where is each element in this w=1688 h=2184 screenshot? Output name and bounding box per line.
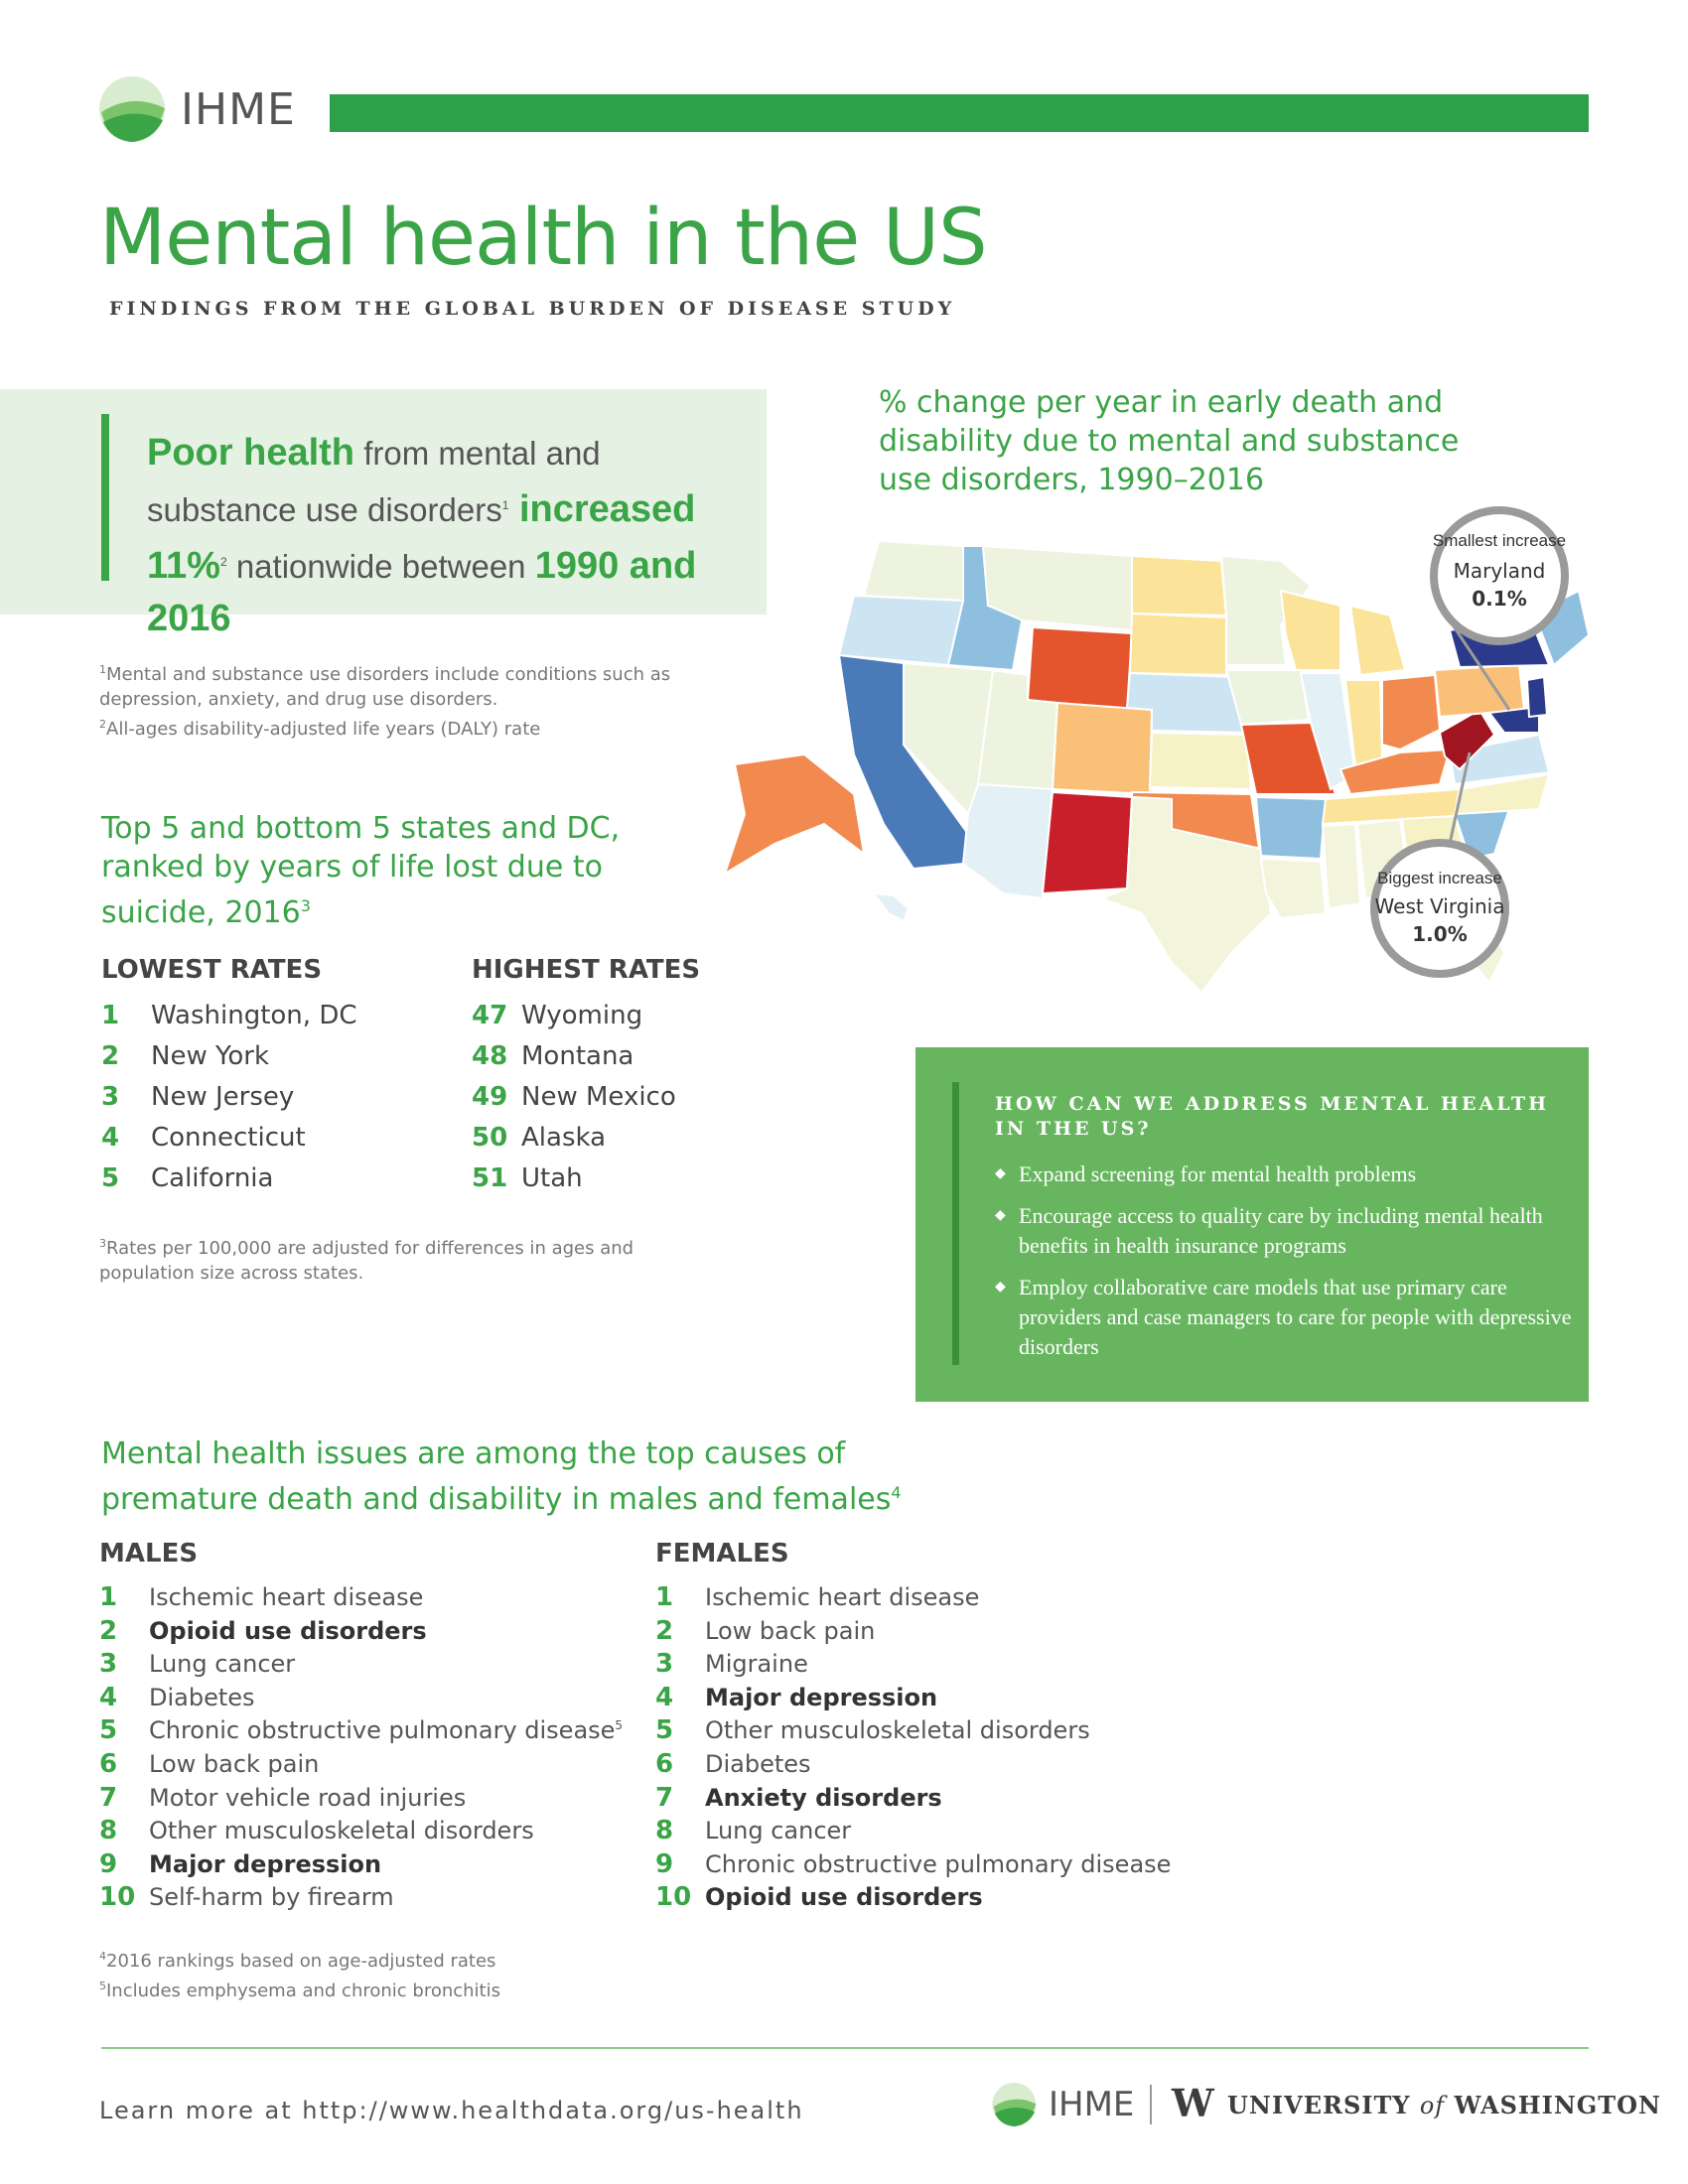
finding-highlight-poor-health: Poor health [147,432,355,474]
uw-wordmark [1227,2091,1661,2119]
cause-name: Opioid use disorders [149,1616,427,1645]
footer-logos [991,2079,1661,2134]
biggest-state: West Virginia [1374,894,1505,918]
cause-name: Major depression [705,1683,938,1711]
state-hawaii [874,893,909,921]
list-item [655,1783,1171,1817]
list-item [99,1616,623,1650]
list-item [99,1582,623,1616]
ihme-wordmark: IHME [1049,2085,1135,2124]
rank-number: 1 [101,1001,120,1030]
finding-highlight-years: 1990 and 2016 [147,545,697,639]
rank-number: 51 [472,1163,508,1193]
rank-number: 2 [101,1041,120,1071]
rank-number: 4 [99,1682,118,1712]
footnote-number: 1 [99,663,106,676]
smallest-label: Smallest increase [1432,531,1567,550]
causes-title [101,1434,995,1519]
females-heading: FEMALES [655,1539,789,1569]
cause-name: Major depression [149,1849,382,1878]
header-bar [330,94,1589,132]
footnote-ref: 4 [891,1483,902,1502]
state-ohio [1382,675,1440,750]
list-item [993,1160,1579,1189]
list-item [101,1163,357,1204]
footnote-text: 2016 rankings based on age-adjusted rates [106,1951,496,1972]
list-item-text: Encourage access to quality care by including mental health benefits in health insurance programs [1019,1203,1543,1258]
cause-name: Motor vehicle road injuries [149,1783,467,1812]
list-item [993,1273,1579,1362]
state-name: New York [151,1041,270,1071]
state-name: California [151,1163,274,1193]
footnote-text: Rates per 100,000 are adjusted for differences in ages and population size across states. [99,1238,634,1284]
footnote-3 [99,1231,655,1286]
page-subtitle: FINDINGS FROM THE GLOBAL BURDEN OF DISEASE STUDY [109,298,956,320]
list-item [99,1882,623,1916]
list-item [99,1783,623,1817]
state-washington [864,541,963,601]
ihme-leaf-icon [97,74,169,144]
list-item [655,1882,1171,1916]
diamond-bullet-icon: ◆ [995,1208,1006,1223]
ihme-leaf-icon [991,2081,1039,2128]
address-heading: HOW CAN WE ADDRESS MENTAL HEALTH IN THE US? [995,1093,1550,1140]
state-new-mexico [1043,792,1132,893]
cause-name: Self-harm by firearm [149,1883,394,1912]
uw-text-part: WASHINGTON [1445,2091,1661,2119]
rank-number: 2 [99,1615,118,1646]
state-name: Montana [521,1041,634,1071]
rank-number: 5 [101,1163,120,1193]
address-accent-bar [952,1082,959,1365]
list-item [472,1123,676,1163]
list-item [655,1849,1171,1883]
state-name: New Jersey [151,1082,295,1112]
list-item [655,1683,1171,1716]
cause-name: Opioid use disorders [705,1883,983,1912]
list-item [655,1816,1171,1849]
finding-text-part: from mental and substance use disorders [147,435,601,528]
list-item [101,1001,357,1041]
list-item [655,1582,1171,1616]
state-mississippi [1323,824,1360,908]
males-heading: MALES [99,1539,199,1569]
list-item [99,1649,623,1683]
lowest-rates-list [101,1001,357,1204]
state-north-dakota [1132,556,1226,615]
males-causes-list [99,1582,623,1916]
biggest-value: 1.0% [1412,922,1468,946]
state-name: Connecticut [151,1123,306,1153]
rank-number: 4 [655,1682,674,1712]
cause-name: Ischemic heart disease [149,1583,424,1611]
cause-name: Diabetes [149,1683,255,1711]
address-list [993,1160,1579,1374]
state-arkansas [1256,797,1326,859]
map-title: % change per year in early death and disability due to mental and substance use disorders, 1990–2016 [879,385,1460,497]
suicide-ranking-title [101,809,657,932]
rank-number: 1 [655,1582,674,1612]
cause-name: Lung cancer [149,1650,296,1679]
cause-name: Ischemic heart disease [705,1583,980,1611]
ihme-wordmark: IHME [181,84,296,135]
footer-divider [101,2047,1589,2049]
finding-highlight-increase: increased 11% [147,488,696,587]
footnote-ref: 2 [219,555,227,569]
list-item [655,1649,1171,1683]
rank-number: 8 [655,1816,674,1846]
footnotes-4-5 [99,1944,695,2003]
cause-name: Lung cancer [705,1817,852,1845]
state-arizona [963,784,1053,898]
state-pennsylvania [1435,665,1524,717]
rank-number: 5 [655,1715,674,1746]
biggest-label: Biggest increase [1377,869,1502,887]
cause-name: Low back pain [149,1749,320,1778]
list-item [99,1749,623,1783]
footnote-ref: 1 [501,498,509,512]
cause-name: Other musculoskeletal disorders [149,1817,534,1845]
footnote-number: 2 [99,718,106,731]
list-item [472,1163,676,1204]
footnote-ref: 3 [300,896,311,915]
uw-w-icon: W [1172,2081,1214,2125]
state-south-dakota [1130,614,1226,675]
rank-number: 7 [99,1782,118,1813]
ihme-logo[interactable] [97,74,326,144]
state-oregon [839,596,963,665]
rank-number: 48 [472,1041,508,1071]
footnote-number: 4 [99,1950,106,1963]
rank-number: 49 [472,1082,508,1112]
footnote-number: 5 [99,1979,106,1992]
cause-name: Migraine [705,1650,808,1679]
footnote-text: All-ages disability-adjusted life years (DALY) rate [106,719,541,740]
finding-text-part: nationwide between [226,548,535,585]
lowest-rates-heading: LOWEST RATES [101,955,323,985]
rank-number: 8 [99,1816,118,1846]
rank-number: 10 [99,1882,136,1913]
state-new-jersey [1527,677,1547,717]
list-item [101,1082,357,1123]
list-item [472,1041,676,1082]
cause-name: Diabetes [705,1749,811,1778]
state-name: Utah [521,1163,583,1193]
state-alaska [725,754,864,874]
footnotes-1-2 [99,657,715,742]
uw-text-part: UNIVERSITY [1227,2091,1420,2119]
list-item [472,1001,676,1041]
list-item-text: Employ collaborative care models that use primary care providers and case managers to care for people with depressive disorders [1019,1275,1572,1359]
rank-number: 10 [655,1882,692,1913]
highest-rates-heading: HIGHEST RATES [472,955,701,985]
page-title: Mental health in the US [99,194,987,283]
causes-title-text: Mental health issues are among the top causes of premature death and disability in males and females [101,1436,892,1517]
state-michigan [1350,606,1405,675]
rank-number: 1 [99,1582,118,1612]
state-kansas [1150,733,1251,789]
cause-name: Chronic obstructive pulmonary disease [705,1849,1172,1878]
list-item [655,1749,1171,1783]
state-name: Alaska [521,1123,607,1153]
list-item [993,1201,1579,1261]
list-item [99,1683,623,1716]
state-name: Washington, DC [151,1001,357,1030]
rank-number: 9 [99,1848,118,1879]
cause-name: Low back pain [705,1616,876,1645]
state-iowa [1226,670,1309,725]
rank-number: 5 [99,1715,118,1746]
rank-number: 2 [655,1615,674,1646]
state-name: New Mexico [521,1082,676,1112]
rank-number: 9 [655,1848,674,1879]
rank-number: 3 [101,1082,120,1112]
footnote-text: Mental and substance use disorders include conditions such as depression, anxiety, and drug use disorders. [99,664,671,710]
footnote-text: Includes emphysema and chronic bronchitis [106,1980,500,2001]
list-item [472,1082,676,1123]
list-item [99,1849,623,1883]
diamond-bullet-icon: ◆ [995,1280,1006,1295]
list-item [655,1616,1171,1650]
rank-number: 3 [99,1649,118,1680]
state-wyoming [1028,627,1132,710]
rank-number: 3 [655,1649,674,1680]
footnote-number: 3 [99,1237,106,1250]
rank-number: 6 [99,1748,118,1779]
footnote-ref: 5 [615,1718,624,1733]
rank-number: 4 [101,1123,120,1153]
females-causes-list [655,1582,1171,1916]
list-item [101,1041,357,1082]
highest-rates-list [472,1001,676,1204]
rank-number: 6 [655,1748,674,1779]
rank-number: 47 [472,1001,508,1030]
state-name: Wyoming [521,1001,643,1030]
us-choropleth-map [665,496,1678,1003]
diamond-bullet-icon: ◆ [995,1166,1006,1181]
list-item [99,1816,623,1849]
cause-name: Other musculoskeletal disorders [705,1716,1090,1745]
smallest-value: 0.1% [1472,587,1527,611]
list-item [655,1715,1171,1749]
cause-name: Chronic obstructive pulmonary disease [149,1716,616,1745]
state-colorado [1053,703,1152,794]
smallest-state: Maryland [1453,559,1546,583]
cause-name: Anxiety disorders [705,1783,942,1812]
list-item [101,1123,357,1163]
key-finding-accent-bar [101,414,109,581]
rank-number: 50 [472,1123,508,1153]
list-item [99,1715,623,1749]
learn-more-link[interactable]: Learn more at http://www.healthdata.org/us-health [99,2097,804,2124]
list-item-text: Expand screening for mental health problems [1019,1161,1417,1186]
uw-text-of: of [1419,2092,1446,2119]
rank-number: 7 [655,1782,674,1813]
state-wisconsin [1281,591,1340,670]
suicide-title-text: Top 5 and bottom 5 states and DC, ranked by years of life lost due to suicide, 2016 [101,811,621,930]
key-finding-text [147,427,743,645]
logo-separator [1150,2085,1152,2124]
